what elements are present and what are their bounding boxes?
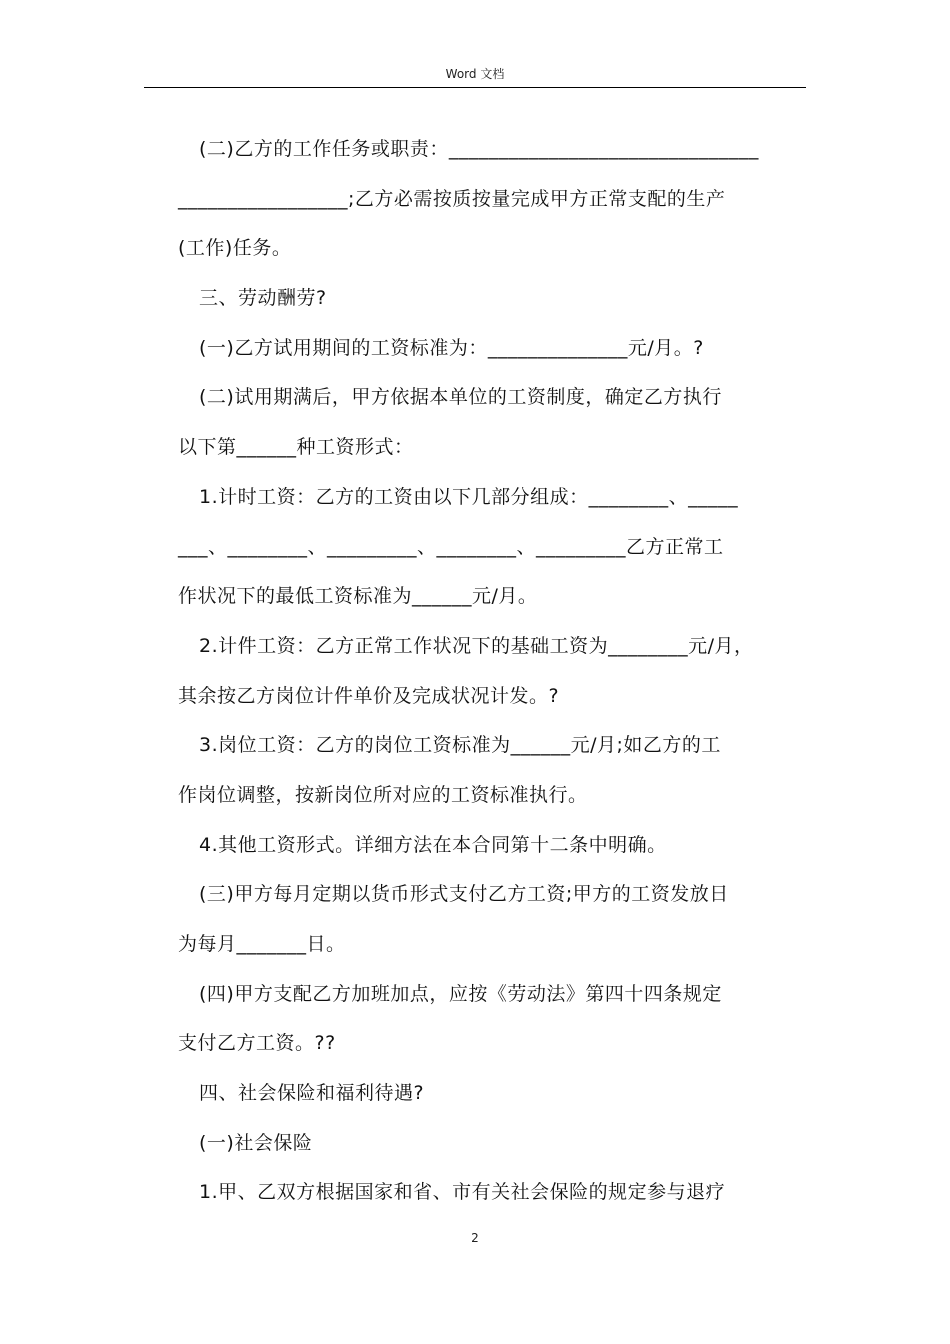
- paragraph-line: 支付乙方工资。??: [178, 1032, 336, 1055]
- paragraph-line: 为每月_______日。: [178, 933, 346, 955]
- paragraph-line: 3.岗位工资：乙方的岗位工资标准为______元/月;如乙方的工: [199, 734, 721, 757]
- paragraph-line: 作状况下的最低工资标准为______元/月。: [178, 585, 538, 608]
- paragraph-line: 以下第______种工资形式：: [178, 436, 414, 459]
- page-number: 2: [471, 1231, 479, 1245]
- document-body: [178, 130, 806, 1223]
- paragraph-line: 作岗位调整，按新岗位所对应的工资标准执行。: [178, 783, 588, 806]
- paragraph-line: (二)乙方的工作任务或职责：_______________________________: [199, 138, 759, 160]
- paragraph-line: (工作)任务。: [178, 237, 292, 260]
- section-heading: 四、社会保险和福利待遇?: [199, 1082, 425, 1105]
- paragraph-line: (一)乙方试用期间的工资标准为：______________元/月。?: [199, 336, 704, 359]
- section-heading: 三、劳动酬劳?: [199, 287, 327, 310]
- paragraph-line: 2.计件工资：乙方正常工作状况下的基础工资为________元/月，: [199, 634, 754, 657]
- paragraph-line: _________________;乙方必需按质按量完成甲方正常支配的生产: [178, 187, 726, 210]
- paragraph-line: 1.计时工资：乙方的工资由以下几部分组成：________、_____: [199, 485, 739, 508]
- paragraph-line: (三)甲方每月定期以货币形式支付乙方工资;甲方的工资发放日: [199, 883, 729, 906]
- subsection-heading: (一)社会保险: [199, 1131, 313, 1154]
- paragraph-line: 4.其他工资形式。详细方法在本合同第十二条中明确。: [199, 833, 667, 856]
- paragraph-line: (四)甲方支配乙方加班加点，应按《劳动法》第四十四条规定: [199, 982, 722, 1005]
- header-divider: [144, 87, 806, 88]
- paragraph-line: 1.甲、乙双方根据国家和省、市有关社会保险的规定参与退疗: [199, 1181, 726, 1204]
- paragraph-line: (二)试用期满后，甲方依据本单位的工资制度，确定乙方执行: [199, 386, 722, 409]
- paragraph-line: 其余按乙方岗位计件单价及完成状况计发。?: [178, 684, 560, 707]
- paragraph-line: ___、________、_________、________、_________乙方正常工: [178, 535, 724, 558]
- document-header-title: Word 文档: [445, 67, 505, 81]
